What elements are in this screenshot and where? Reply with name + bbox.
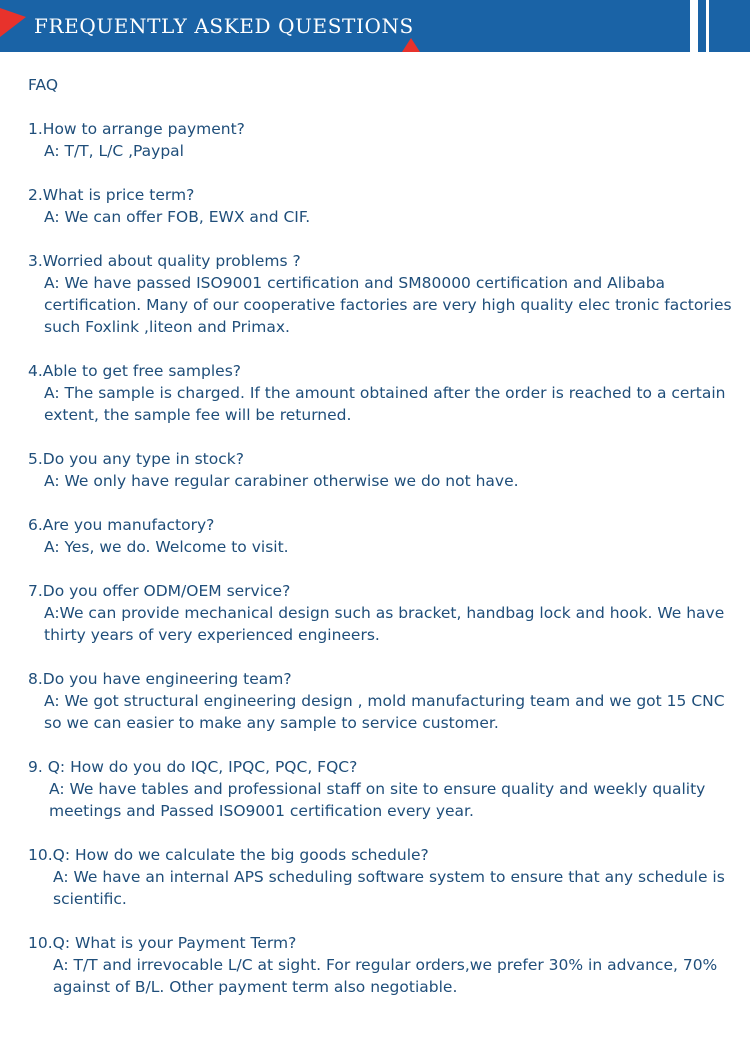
banner-stripe-thin xyxy=(706,0,709,52)
faq-question: 4.Able to get free samples? xyxy=(28,362,242,380)
faq-question: 9. Q: How do you do IQC, IPQC, PQC, FQC? xyxy=(28,758,358,776)
faq-question: 6.Are you manufactory? xyxy=(28,516,215,534)
faq-item-10 xyxy=(28,844,740,910)
faq-question: 5.Do you any type in stock? xyxy=(28,450,244,468)
header-banner xyxy=(0,0,750,52)
faq-item-8 xyxy=(28,668,740,734)
banner-stripe xyxy=(690,0,698,52)
faq-item-2 xyxy=(28,184,740,228)
faq-answer: A: T/T and irrevocable L/C at sight. For regular orders,we prefer 30% in advance, 70% against of B/L. Other payment term also negotiable. xyxy=(53,956,718,996)
red-triangle-right-decoration xyxy=(402,38,420,52)
faq-question: 10.Q: How do we calculate the big goods schedule? xyxy=(28,846,429,864)
banner-title: FREQUENTLY ASKED QUESTIONS xyxy=(34,14,414,38)
faq-question: 2.What is price term? xyxy=(28,186,195,204)
faq-item-11 xyxy=(28,932,740,998)
faq-answer: A: We have passed ISO9001 certification and SM80000 certification and Alibaba certification. Many of our cooperative factories are very high quality elec tronic factories such Foxlink ,liteon and Primax. xyxy=(44,274,732,336)
faq-question: 10.Q: What is your Payment Term? xyxy=(28,934,297,952)
faq-item-3 xyxy=(28,250,740,338)
faq-answer: A: T/T, L/C ,Paypal xyxy=(44,142,184,160)
red-triangle-left-decoration xyxy=(0,8,26,37)
faq-item-7 xyxy=(28,580,740,646)
faq-content xyxy=(28,74,740,1020)
faq-item-1 xyxy=(28,118,740,162)
faq-item-5 xyxy=(28,448,740,492)
faq-answer: A: We have an internal APS scheduling software system to ensure that any schedule is scientific. xyxy=(53,868,725,908)
faq-answer: A: Yes, we do. Welcome to visit. xyxy=(44,538,289,556)
faq-item-4 xyxy=(28,360,740,426)
faq-answer: A: We got structural engineering design , mold manufacturing team and we got 15 CNC so we can easier to make any sample to service customer. xyxy=(44,692,725,732)
faq-question: 8.Do you have engineering team? xyxy=(28,670,292,688)
faq-label: FAQ xyxy=(28,76,59,94)
faq-answer: A: We have tables and professional staff on site to ensure quality and weekly quality meetings and Passed ISO9001 certification every year. xyxy=(49,780,706,820)
faq-answer: A:We can provide mechanical design such as bracket, handbag lock and hook. We have thirty years of very experienced engineers. xyxy=(44,604,725,644)
faq-question: 3.Worried about quality problems ? xyxy=(28,252,301,270)
faq-answer: A: We can offer FOB, EWX and CIF. xyxy=(44,208,311,226)
faq-question: 1.How to arrange payment? xyxy=(28,120,245,138)
faq-answer: A: We only have regular carabiner otherwise we do not have. xyxy=(44,472,519,490)
faq-item-9 xyxy=(28,756,740,822)
faq-item-6 xyxy=(28,514,740,558)
faq-question: 7.Do you offer ODM/OEM service? xyxy=(28,582,291,600)
faq-answer: A: The sample is charged. If the amount obtained after the order is reached to a certain extent, the sample fee will be returned. xyxy=(44,384,726,424)
